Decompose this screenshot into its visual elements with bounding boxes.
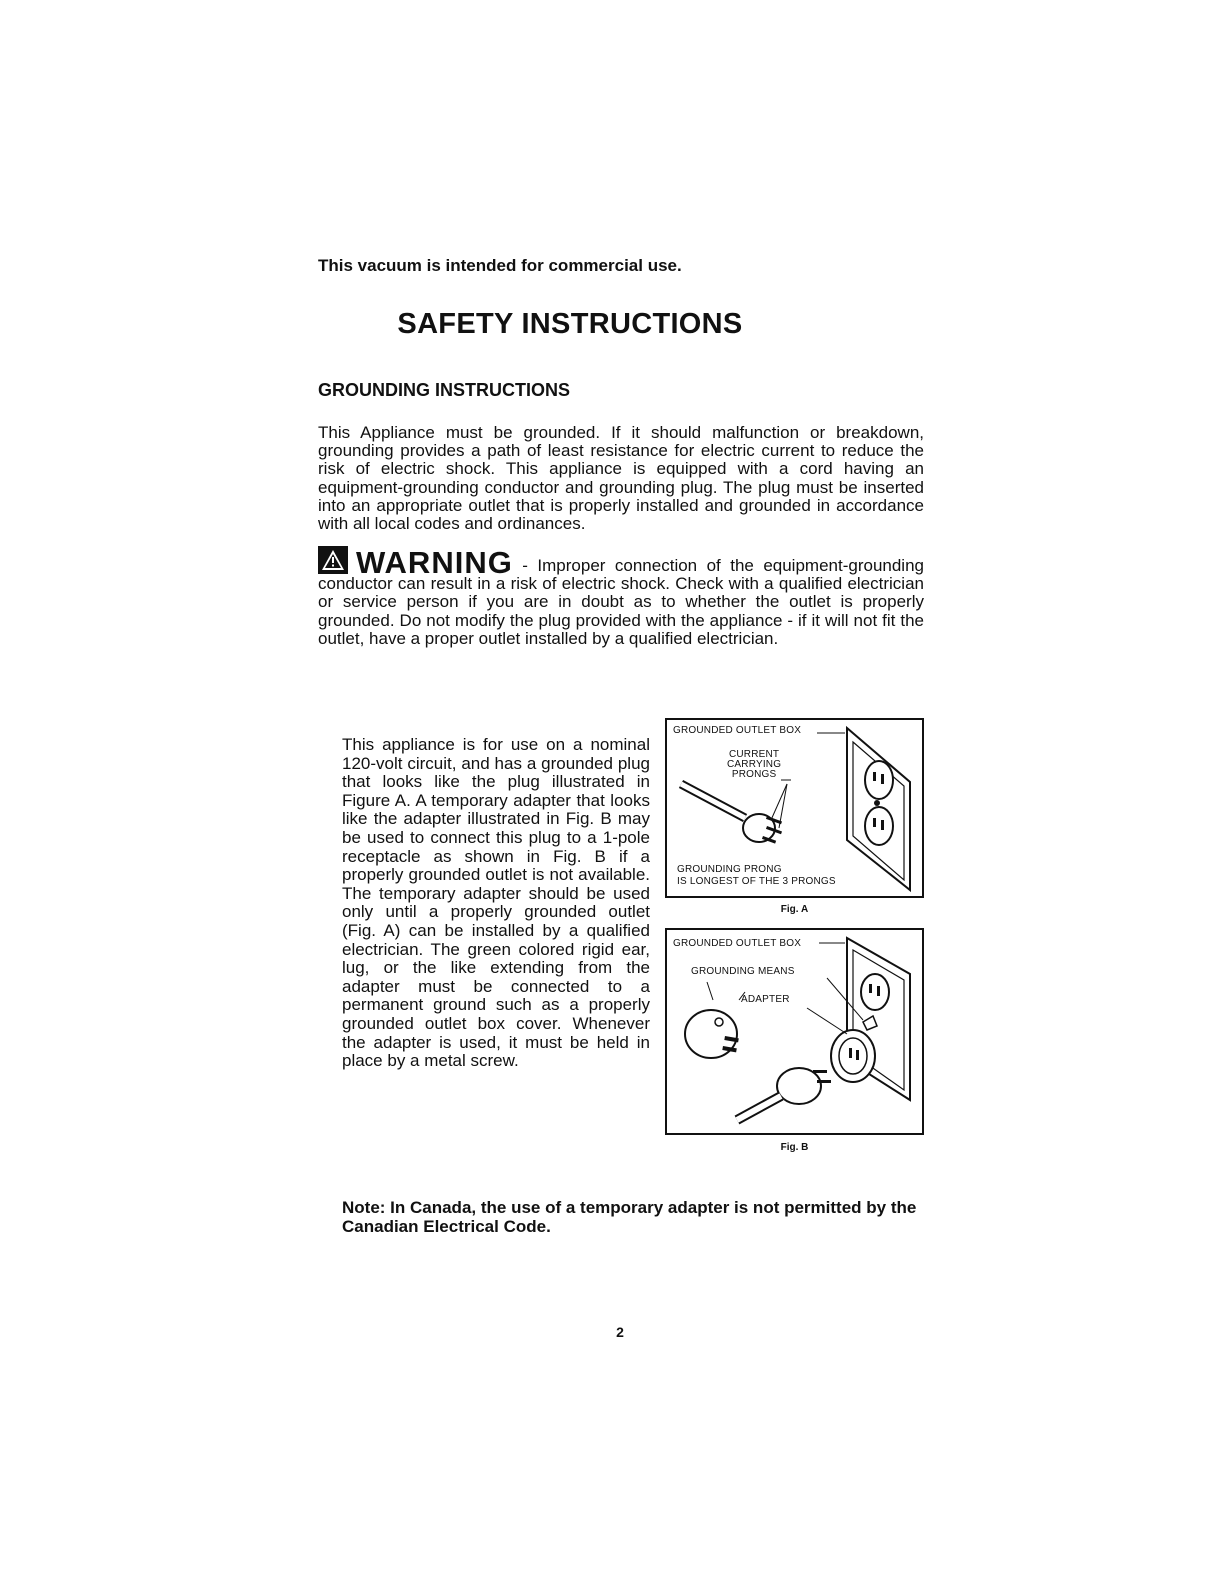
- fig-b-box-label: GROUNDED OUTLET BOX: [673, 938, 802, 949]
- warning-paragraph: [318, 546, 924, 648]
- grounding-paragraph: This Appliance must be grounded. If it should malfunction or breakdown, grounding provides a path of least resistance for electric current to reduce the risk of electric shock. This appliance is equipped with a cord having an equipment-grounding conductor and grounding plug. The plug must be inserted into an appropriate outlet that is properly installed and grounded in accordance with all local codes and ordinances.: [318, 423, 924, 534]
- fig-a-current-label: CURRENT CARRYING PRONGS: [727, 749, 782, 780]
- figure-a: [665, 718, 924, 898]
- warning-word: WARNING: [356, 545, 513, 580]
- canada-note: Note: In Canada, the use of a temporary adapter is not permitted by the Canadian Electrical Code.: [342, 1198, 917, 1236]
- page-title: SAFETY INSTRUCTIONS: [397, 308, 743, 340]
- fig-b-caption: Fig. B: [780, 1142, 809, 1153]
- fig-b-adapter-label: ADAPTER: [741, 994, 790, 1005]
- fig-b-means-label: GROUNDING MEANS: [691, 966, 795, 977]
- warning-icon: [318, 546, 348, 574]
- page-number: 2: [616, 1324, 624, 1340]
- figure-b-illustration: [667, 930, 922, 1133]
- intro-line: This vacuum is intended for commercial use.: [318, 256, 682, 275]
- fig-a-caption: Fig. A: [780, 904, 809, 915]
- adapter-paragraph: This appliance is for use on a nominal 120-volt circuit, and has a grounded plug that looks like the plug illustrated in Figure A. A temporary adapter that looks like the adapter illustrated in Fig. B may be used to connect this plug to a 1-pole receptacle as shown in Fig. B if a properly grounded outlet is not available. The temporary adapter should be used only until a properly grounded outlet (Fig. A) can be installed by a qualified electrician. The green colored rigid ear, lug, or the like extending from the adapter must be connected to a permanent ground such as a properly grounded outlet box cover. Whenever the adapter is used, it must be held in place by a metal screw.: [342, 735, 650, 1071]
- grounding-heading: GROUNDING INSTRUCTIONS: [318, 380, 570, 400]
- warning-text: - Improper connection of the equipment-grounding conductor can result in a risk of electric shock. Check with a qualified electrician or service person if you are in doubt as to whether the outlet is properly grounded. Do not modify the plug provided with the appliance - if it will not fit the outlet, have a proper outlet installed by a qualified electrician.: [318, 556, 924, 648]
- fig-a-box-label: GROUNDED OUTLET BOX: [673, 725, 802, 736]
- figure-b: [665, 928, 924, 1135]
- fig-a-ground-label: GROUNDING PRONG IS LONGEST OF THE 3 PRONGS: [677, 864, 836, 887]
